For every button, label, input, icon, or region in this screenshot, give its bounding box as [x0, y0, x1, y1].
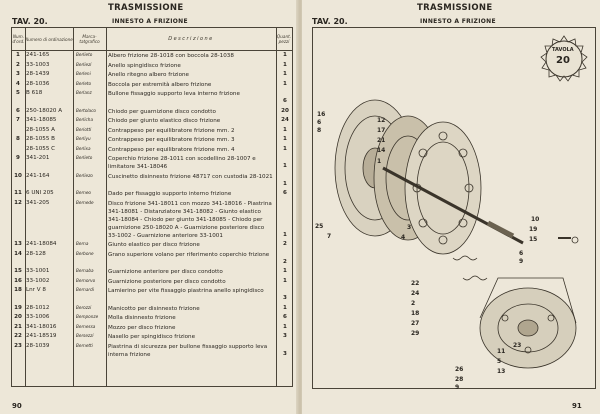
callout-number: 14 — [377, 147, 386, 154]
part-description: Dado per fissaggio supporto interno frizione — [108, 191, 232, 197]
part-number: 341-201 — [26, 155, 50, 161]
badge-label: TAVOLA — [552, 47, 574, 53]
row-number: 23 — [14, 342, 22, 349]
part-number: 341-18085 — [26, 117, 57, 123]
page-header: TRASMISSIONE — [108, 3, 184, 13]
quantity: 1 — [283, 136, 287, 142]
row-number: 5 — [16, 90, 20, 96]
part-description: Lamierino per vite fissaggio piastrina anello spingidisco — [108, 288, 264, 294]
part-description: Chiodo per giunto elastico disco frizione — [108, 118, 221, 124]
telegraph-code: Berlanz — [76, 90, 92, 95]
part-description: Mozzo per disco frizione — [108, 324, 176, 331]
callout-number: 17 — [377, 127, 386, 134]
callout-number: 11 — [497, 348, 506, 355]
telegraph-code: Bertolaco — [76, 107, 96, 113]
callout-number: 29 — [411, 330, 420, 337]
row-number: 7 — [16, 117, 20, 123]
part-description: Guarnizione posteriore per disco condotto — [108, 278, 226, 285]
quantity: 6 — [283, 98, 287, 104]
part-number: 28-1055 C — [26, 145, 56, 152]
part-description: Anello ritegno albero frizione — [108, 72, 189, 78]
row-number: 2 — [16, 61, 20, 68]
table-number: TAV. 20. — [312, 17, 348, 26]
exploded-drawing — [312, 27, 596, 389]
col-marca: Marca- tatgrafico — [79, 34, 100, 44]
part-description: Contrappeso per equilibratore frizione mm. 2 — [108, 127, 235, 134]
divider — [276, 28, 277, 386]
part-number: 33-1006 — [26, 314, 50, 320]
part-description: Molla disinnesto frizione — [108, 315, 176, 321]
divider — [106, 28, 107, 386]
parts-table — [11, 27, 293, 387]
part-number: 241-18084 — [26, 241, 57, 247]
part-description: Piastrina di sicurezza per bullone fissaggio supporto leva interna frizione — [108, 343, 268, 358]
quantity: 1 — [283, 80, 287, 87]
part-number: 241-164 — [26, 172, 50, 179]
part-number: B 618 — [26, 90, 43, 96]
callout-number: 6 — [519, 250, 524, 257]
part-description: Guarnizione anteriore per disco condotto — [108, 269, 223, 275]
callout-number: 23 — [513, 342, 522, 349]
callout-number: 21 — [377, 137, 386, 144]
callout-number: 6 — [317, 119, 322, 126]
quantity: 3 — [283, 295, 287, 301]
part-number: 28-1012 — [26, 304, 50, 311]
callout-number: 4 — [401, 234, 406, 241]
quantity: 24 — [281, 117, 289, 123]
part-number: Lnr V 8 — [26, 287, 46, 293]
quantity: 2 — [283, 241, 287, 247]
part-description: Coperchio frizione 28-1011 con scodellino 28-1007 e limitatore 341-18046 — [108, 156, 256, 170]
row-number: 18 — [14, 287, 22, 293]
callout-number: 12 — [377, 117, 386, 124]
telegraph-code: Berlixa — [76, 145, 91, 151]
table-number: TAV. 20. — [12, 17, 48, 26]
quantity: 1 — [283, 268, 287, 274]
quantity: 2 — [283, 258, 287, 265]
quantity: 6 — [283, 314, 287, 320]
telegraph-code: Berbone — [76, 250, 94, 256]
quantity: 1 — [283, 71, 287, 77]
col-quant: Quant. pezzi — [276, 34, 292, 44]
part-number: 6 UNI 205 — [26, 190, 54, 196]
part-description: Manicotto per disinnesto frizione — [108, 305, 200, 312]
left-page — [0, 0, 298, 414]
callout-number: 27 — [411, 320, 420, 327]
telegraph-code: Berleni — [76, 71, 91, 76]
row-number: 1 — [16, 52, 20, 58]
right-page — [302, 0, 600, 414]
part-description: Grano superiore volano per riferimento coperchio frizione — [108, 251, 270, 258]
callout-number: 26 — [455, 366, 464, 373]
quantity: 6 — [283, 190, 287, 196]
row-number: 19 — [14, 304, 22, 311]
callout-number: 10 — [531, 216, 540, 223]
callout-number: 18 — [411, 310, 420, 317]
telegraph-code: Bernardi — [76, 287, 94, 292]
row-number: 13 — [14, 241, 22, 247]
part-description: Chiodo per guarnizione disco condotto — [108, 108, 216, 115]
callout-number: 8 — [317, 127, 322, 134]
col-descrizione: Descrizione — [168, 35, 214, 42]
quantity: 1 — [283, 231, 287, 238]
callout-number: 22 — [411, 280, 420, 287]
part-description: Cuscinetto disinnesto frizione 48717 con custodia 28-1021 — [108, 173, 273, 180]
divider — [73, 28, 74, 386]
callout-number: 19 — [529, 226, 538, 233]
quantity: 1 — [283, 304, 287, 311]
quantity: 3 — [283, 333, 287, 339]
part-number: 33-1003 — [26, 61, 50, 68]
row-number: 12 — [14, 199, 22, 206]
telegraph-code: Berlicha — [76, 117, 94, 122]
row-number: 14 — [14, 250, 22, 257]
part-description: Disco frizione 341-18011 con mozzo 341-18016 - Piastrina 341-18081 - Distanziatore 341-18082 - Giunto elastico 341-18084 - Chiodo per giunto 341-18085 - Chiodo per guarnizione 250-18020 A - Guarnizione posteriore disco 33-1002 - Guarnizione anteriore 33-1001 — [108, 200, 272, 239]
telegraph-code: Bernessa — [76, 323, 96, 329]
part-number: 28-1036 — [26, 80, 50, 87]
quantity: 1 — [283, 323, 287, 330]
page-number: 90 — [12, 402, 22, 410]
part-description: Contrappeso per equilibratore frizione mm. 4 — [108, 146, 235, 153]
quantity: 1 — [283, 61, 287, 68]
row-number: 9 — [16, 155, 20, 161]
callout-number: 24 — [411, 290, 420, 297]
part-description: Boccola per estremità albero frizione — [108, 81, 212, 88]
row-number: 10 — [14, 172, 22, 179]
part-number: 28-128 — [26, 250, 46, 257]
telegraph-code: Berleto — [76, 80, 92, 86]
table-header — [12, 28, 292, 51]
callout-number: 9 — [455, 384, 460, 391]
callout-number: 3 — [407, 224, 412, 231]
part-number: 341-205 — [26, 199, 50, 206]
telegraph-code: Berna — [76, 241, 89, 246]
row-number: 3 — [16, 71, 20, 77]
part-number: 28-1039 — [26, 342, 50, 349]
telegraph-code: Bemponze — [76, 314, 99, 319]
telegraph-code: Bernede — [76, 199, 94, 205]
telegraph-code: Berliyu — [76, 136, 91, 141]
quantity: 1 — [283, 277, 287, 284]
page-header: TRASMISSIONE — [417, 3, 493, 13]
callout-number: 5 — [497, 358, 502, 365]
part-number: 33-1002 — [26, 277, 50, 284]
quantity: 1 — [283, 126, 287, 133]
callout-number: 28 — [455, 376, 464, 383]
telegraph-code: Berozzi — [76, 304, 92, 310]
part-description: Contrappeso per equilibratore frizione mm. 3 — [108, 137, 235, 143]
quantity: 1 — [283, 180, 287, 187]
callout-number: 15 — [529, 236, 538, 243]
telegraph-code: Bernorvo — [76, 277, 96, 283]
callout-number: 2 — [411, 300, 416, 307]
callout-number: 25 — [315, 223, 324, 230]
row-number: 8 — [16, 136, 20, 142]
row-number: 20 — [14, 314, 22, 320]
part-number: 241-18519 — [26, 333, 57, 339]
callout-number: 7 — [327, 233, 332, 240]
row-number: 15 — [14, 268, 22, 274]
part-description: Giunto elastico per disco frizione — [108, 242, 200, 248]
col-numero: Numero di ordinazione — [25, 36, 73, 42]
quantity: 20 — [281, 107, 289, 114]
telegraph-code: Berlieto — [76, 155, 93, 160]
page-number: 91 — [572, 402, 582, 410]
telegraph-code: Bernaba — [76, 268, 94, 273]
telegraph-code: Beriotti — [76, 126, 92, 132]
part-number: 28-1055 B — [26, 136, 55, 142]
row-number: 4 — [16, 80, 20, 87]
part-description: Albero frizione 28-1018 con boccola 28-1038 — [108, 53, 234, 59]
row-number: 16 — [14, 277, 22, 284]
telegraph-code: Bernetti — [76, 342, 93, 348]
col-n: Num. d'ord. — [12, 34, 25, 44]
row-number: 11 — [14, 190, 22, 196]
badge-number: 20 — [556, 55, 570, 66]
callout-number: 16 — [317, 111, 326, 118]
part-description: Nasello per spingidisco frizione — [108, 334, 196, 340]
telegraph-code: Berliezo — [76, 172, 93, 178]
quantity: 1 — [283, 163, 287, 169]
part-number: 33-1001 — [26, 268, 50, 274]
row-number: 22 — [14, 333, 22, 339]
callout-number: 1 — [377, 158, 382, 165]
callout-number: 13 — [497, 368, 506, 375]
row-number: 6 — [16, 107, 20, 114]
telegraph-code: Berliezi — [76, 61, 92, 67]
part-description: Anello spingidisco frizione — [108, 62, 181, 69]
part-number: 341-18016 — [26, 323, 57, 330]
page-subheader: INNESTO A FRIZIONE — [112, 18, 188, 25]
part-description: Bullone fissaggio supporto leva interno frizione — [108, 91, 240, 97]
part-number: 28-1439 — [26, 71, 50, 77]
quantity: 3 — [283, 350, 287, 357]
telegraph-code: Berlieto — [76, 52, 93, 57]
quantity: 1 — [283, 145, 287, 152]
part-number: 250-18020 A — [26, 107, 63, 114]
part-number: 241-165 — [26, 52, 50, 58]
row-number: 21 — [14, 323, 22, 330]
quantity: 1 — [283, 52, 287, 58]
callout-number: 9 — [519, 258, 524, 265]
telegraph-code: Bersezzi — [76, 333, 94, 338]
part-number: 28-1055 A — [26, 126, 55, 133]
page-subheader: INNESTO A FRIZIONE — [420, 18, 496, 25]
telegraph-code: Berneo — [76, 190, 91, 195]
